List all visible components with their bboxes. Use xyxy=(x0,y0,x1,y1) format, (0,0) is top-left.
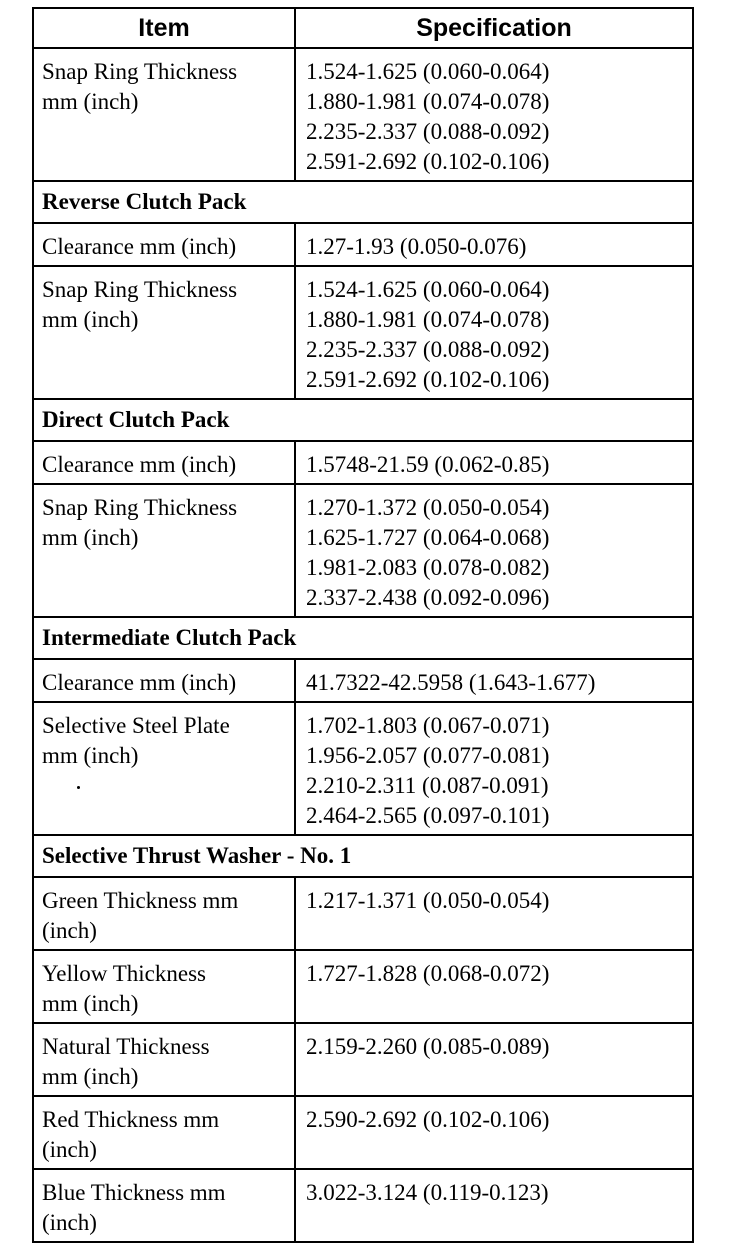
table-row xyxy=(33,266,693,399)
table-row xyxy=(33,1169,693,1242)
item-cell xyxy=(33,266,295,399)
item-line: Blue Thickness mm xyxy=(42,1180,226,1205)
specification-cell xyxy=(295,702,693,835)
item-cell xyxy=(33,1023,295,1096)
specification-cell xyxy=(295,1096,693,1169)
table-row xyxy=(33,1023,693,1096)
table-row xyxy=(33,702,693,835)
item-cell xyxy=(33,223,295,266)
item-cell xyxy=(33,659,295,702)
specification-line: 1.702-1.803 (0.067-0.071) xyxy=(306,713,550,738)
specification-cell xyxy=(295,223,693,266)
specification-cell xyxy=(295,877,693,950)
table-row xyxy=(33,223,693,266)
item-cell xyxy=(33,1169,295,1242)
specification-line: 1.27-1.93 (0.050-0.076) xyxy=(306,234,527,259)
specification-line: 1.727-1.828 (0.068-0.072) xyxy=(306,961,550,986)
item-cell xyxy=(33,484,295,617)
specification-cell xyxy=(295,1023,693,1096)
section-title: Reverse Clutch Pack xyxy=(33,181,693,223)
table-row xyxy=(33,950,693,1023)
section-title: Selective Thrust Washer - No. 1 xyxy=(33,835,693,877)
item-cell xyxy=(33,877,295,950)
section-row xyxy=(33,399,693,441)
item-line: mm (inch) xyxy=(42,991,139,1016)
item-cell xyxy=(33,950,295,1023)
item-line: (inch) xyxy=(42,1210,97,1235)
specification-line: 2.591-2.692 (0.102-0.106) xyxy=(306,367,550,392)
specification-line: 2.159-2.260 (0.085-0.089) xyxy=(306,1034,550,1059)
specification-line: 41.7322-42.5958 (1.643-1.677) xyxy=(306,670,596,695)
specification-line: 1.625-1.727 (0.064-0.068) xyxy=(306,525,550,550)
item-line: Green Thickness mm xyxy=(42,888,239,913)
section-row xyxy=(33,181,693,223)
item-line: Snap Ring Thickness xyxy=(42,277,238,302)
item-line: Clearance mm (inch) xyxy=(42,670,237,695)
item-line: (inch) xyxy=(42,918,97,943)
item-line: mm (inch) xyxy=(42,1064,139,1089)
specification-line: 2.464-2.565 (0.097-0.101) xyxy=(306,803,550,828)
table-row xyxy=(33,659,693,702)
specification-cell xyxy=(295,1169,693,1242)
specification-line: 2.210-2.311 (0.087-0.091) xyxy=(306,773,549,798)
item-line: Snap Ring Thickness xyxy=(42,495,238,520)
spec-table xyxy=(32,7,694,1243)
item-cell xyxy=(33,702,295,835)
item-line: Natural Thickness xyxy=(42,1034,210,1059)
item-line: Red Thickness mm xyxy=(42,1107,220,1132)
specification-line: 2.590-2.692 (0.102-0.106) xyxy=(306,1107,550,1132)
section-row xyxy=(33,835,693,877)
specification-line: 2.235-2.337 (0.088-0.092) xyxy=(306,337,550,362)
column-header-specification: Specification xyxy=(295,8,693,48)
item-cell xyxy=(33,441,295,484)
item-line: mm (inch) xyxy=(42,89,139,114)
specification-line: 1.981-2.083 (0.078-0.082) xyxy=(306,555,550,580)
item-line: (inch) xyxy=(42,1137,97,1162)
table-row xyxy=(33,877,693,950)
item-line: Yellow Thickness xyxy=(42,961,206,986)
column-header-item: Item xyxy=(33,8,295,48)
specification-line: 1.217-1.371 (0.050-0.054) xyxy=(306,888,550,913)
specification-line: 1.524-1.625 (0.060-0.064) xyxy=(306,59,550,84)
item-line: Selective Steel Plate xyxy=(42,713,230,738)
table-row xyxy=(33,1096,693,1169)
item-line: mm (inch) xyxy=(42,525,139,550)
specification-line: 1.524-1.625 (0.060-0.064) xyxy=(306,277,550,302)
header-row xyxy=(33,8,693,48)
table-body xyxy=(33,48,693,1242)
specification-cell xyxy=(295,950,693,1023)
section-row xyxy=(33,617,693,659)
specification-cell xyxy=(295,659,693,702)
item-cell xyxy=(33,1096,295,1169)
specification-cell xyxy=(295,48,693,181)
specification-line: 2.337-2.438 (0.092-0.096) xyxy=(306,585,550,610)
specification-line: 1.880-1.981 (0.074-0.078) xyxy=(306,307,550,332)
specification-line: 2.591-2.692 (0.102-0.106) xyxy=(306,149,550,174)
specification-line: 2.235-2.337 (0.088-0.092) xyxy=(306,119,550,144)
section-title: Intermediate Clutch Pack xyxy=(33,617,693,659)
specification-line: 1.270-1.372 (0.050-0.054) xyxy=(306,495,550,520)
item-cell xyxy=(33,48,295,181)
specification-cell xyxy=(295,441,693,484)
item-line: Snap Ring Thickness xyxy=(42,59,238,84)
item-line: Clearance mm (inch) xyxy=(42,234,237,259)
specification-line: 1.956-2.057 (0.077-0.081) xyxy=(306,743,550,768)
specification-cell xyxy=(295,484,693,617)
table-row xyxy=(33,484,693,617)
item-line: mm (inch) xyxy=(42,743,139,768)
table-row xyxy=(33,441,693,484)
specification-line: 1.880-1.981 (0.074-0.078) xyxy=(306,89,550,114)
table-row xyxy=(33,48,693,181)
section-title: Direct Clutch Pack xyxy=(33,399,693,441)
stray-dot xyxy=(77,786,80,789)
specification-cell xyxy=(295,266,693,399)
item-line: Clearance mm (inch) xyxy=(42,452,237,477)
item-line: mm (inch) xyxy=(42,307,139,332)
specification-line: 1.5748-21.59 (0.062-0.85) xyxy=(306,452,550,477)
specification-line: 3.022-3.124 (0.119-0.123) xyxy=(306,1180,549,1205)
